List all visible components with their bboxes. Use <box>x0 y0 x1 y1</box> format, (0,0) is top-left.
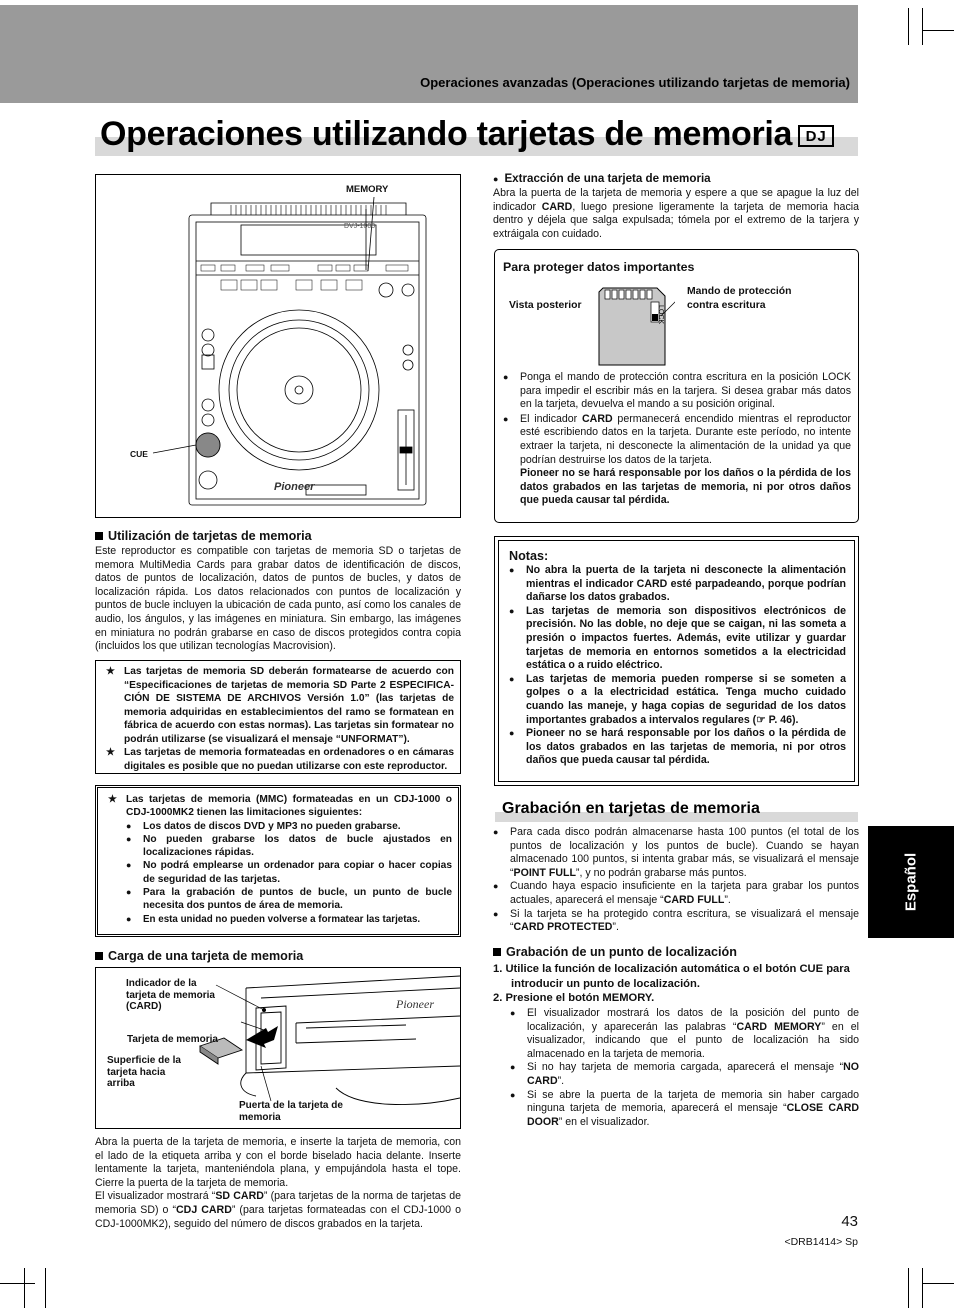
card-indicator-label: Indicador de la tarjeta de memoria (CARD) <box>126 978 215 1012</box>
list-item: ● Pioneer no se hará responsable por los daños o la pérdida de los datos grabados en las tarjetas de memoria, ni por otros daños que pueda causar tal pérdida. <box>509 727 846 768</box>
dj-badge: DJ <box>798 125 834 147</box>
page-title <box>100 115 834 154</box>
mmc-limitations-list <box>126 820 452 926</box>
notas-box <box>494 536 859 786</box>
extraccion-heading: ● Extracción de una tarjeta de memoria <box>493 172 711 185</box>
grabacion-heading: Grabación en tarjetas de memoria <box>502 800 760 817</box>
square-bullet-icon <box>95 532 103 540</box>
memory-label: MEMORY <box>346 184 389 195</box>
sd-format-list <box>100 665 454 773</box>
sd-format-box <box>95 660 461 774</box>
extraccion-section <box>493 172 859 241</box>
mmc-intro: Las tarjetas de memoria (MMC) formateadas en un CDJ-1000 o CDJ-1000MK2 tienen las limitaciones siguientes: <box>126 794 452 819</box>
list-item: ● Para la grabación de puntos de bucle, un punto de bucle necesita dos puntos de área de memoria. <box>126 886 452 913</box>
square-bullet-icon <box>493 948 501 956</box>
language-tab-label: Español <box>902 852 920 912</box>
svg-text:Pioneer: Pioneer <box>396 997 434 1011</box>
list-item <box>102 793 452 926</box>
crop-mark <box>908 8 909 45</box>
utilizacion-text: Este reproductor es compatible con tarjetas de memoria SD o tarjetas de memora MultiMedia Cards para grabar datos de identificación de discos, datos de puntos de localización, datos de puntos de bucles, y datos de localización rápida. Los datos relacionados con puntos de localización y puntos de bucle incluyen la ubicación de cada punto, así como los canales de audio, los ángulos, y las imágenes en miniatura. Sin embargo, las imágenes en miniatura no podrán grabarse en caso de discos protegidos contra copia (incluidos los que utilizan tecnologías Macrovision). <box>95 545 461 653</box>
step-2: 2. Presione el botón MEMORY. <box>493 992 655 1004</box>
punto-heading: Grabación de un punto de localización <box>493 945 737 959</box>
list-item: ● No pueden grabarse los datos de bucle ajustados en localizaciones rápidas. <box>126 833 452 860</box>
crop-mark <box>922 1283 954 1284</box>
list-item: ● El visualizador mostrará los datos de la posición del punto de localización, y aparecerán las palabras “CARD MEMORY” en el visualizador, indicando que el punto de localización ha sido almacenado en la tarjeta de memoria. <box>510 1007 859 1061</box>
sd-card-rear-icon <box>595 280 675 370</box>
crop-mark <box>922 1268 923 1308</box>
section-title: Operaciones avanzadas (Operaciones utilizando tarjetas de memoria) <box>420 75 850 90</box>
list-item: ● Los datos de discos DVD y MP3 no pueden grabarse. <box>126 820 452 833</box>
list-item: ● El indicador CARD permanecerá encendido mientras el reproductor esté escribiendo datos en la tarjeta. Durante este período, no intente extraer la tarjeta, ni desconecte la alimentación de la unidad ya que podrían destruirse los datos de la tarjeta. Pioneer no se hará responsable por los daños o la pérdida de los datos grabados en las tarjetas de memoria, ni por otros daños que pueda causar tal pérdida. <box>503 413 851 508</box>
proteger-heading: Para proteger datos importantes <box>503 260 695 274</box>
brand-logo: Pioneer <box>274 481 315 493</box>
document-code: <DRB1414> Sp <box>784 1236 858 1248</box>
proteger-box <box>494 249 859 523</box>
crop-mark <box>922 8 923 45</box>
list-item: ● Las tarjetas de memoria son dispositivos electrónicos de precisión. No las doble, no deje que se caigan, ni las someta a presión o impactos fuertes. Además, evite utilizar y guardar tarjetas de memoria en entornos sometidos a la electricidad estática o a ruido eléctrico. <box>509 605 846 673</box>
card-door-label: Puerta de la tarjeta de memoria <box>239 1100 343 1123</box>
list-item: ● Si no hay tarjeta de memoria cargada, aparecerá el mensaje “NO CARD”. <box>510 1061 859 1088</box>
mmc-intro-list <box>102 793 452 926</box>
lock-text: LOCK <box>657 305 664 325</box>
step-1: 1. Utilice la función de localización automática o el botón CUE para introducir un punto de localización. <box>493 963 850 990</box>
square-bullet-icon <box>95 952 103 960</box>
proteger-list <box>503 371 851 508</box>
list-item: ● En esta unidad no pueden volverse a formatear las tarjetas. <box>126 913 452 926</box>
write-protect-label: Mando de protección contra escritura <box>687 286 792 311</box>
crop-mark <box>24 1268 25 1308</box>
page-ref: ☞ P. 46 <box>756 713 793 726</box>
notas-list <box>509 564 846 768</box>
punto-list <box>510 1007 859 1129</box>
grabacion-list <box>493 826 859 935</box>
crop-mark <box>0 1283 35 1284</box>
notas-inner <box>498 540 855 782</box>
list-item: ● Las tarjetas de memoria pueden romperse si se someten a golpes o a la electricidad estática. Tenga mucho cuidado cuando las maneje, y haga copias de seguridad de los datos importantes grabados a intervalos regulares (☞ P. 46). <box>509 673 846 727</box>
list-item: ● Para cada disco podrán almacenarse hasta 100 puntos (el total de los puntos de localización y los puntos de bucle). Cuando se hayan almacenado 100 puntos, si intenta grabar más, se visualizará el mensaje “POINT FULL”, y no podrán grabarse más puntos. <box>493 826 859 880</box>
crop-mark <box>922 30 954 31</box>
list-item: ● Cuando haya espacio insuficiente en la tarjeta para grabar los puntos actuales, aparecerá el mensaje “CARD FULL”. <box>493 880 859 907</box>
mmc-box <box>95 785 461 937</box>
page-title-text: Operaciones utilizando tarjetas de memoria <box>100 115 793 153</box>
utilizacion-heading: Utilización de tarjetas de memoria <box>95 529 312 543</box>
crop-mark <box>45 1268 46 1308</box>
list-item: ● Si se abre la puerta de la tarjeta de memoria sin haber cargado ninguna tarjeta de memoria, aparecerá el mensaje “CLOSE CARD DOOR” en el visualizador. <box>510 1089 859 1130</box>
list-item: ★ Las tarjetas de memoria SD deberán formatearse de acuerdo con “Especificaciones de tarjetas de memoria SD Parte 2 ESPECIFICA-CIÓN DE SISTEMA DE ARCHIVOS Versión 1.0” (las tarjetas de memoria adquiridas en establecimientos del ramo se formatean en fábrica de acuerdo con estas normas). Las tarjetas sin formatear no podrán utilizarse (se visualizará el mensaje “UNFORMAT”). <box>100 665 454 746</box>
cue-label: CUE <box>130 449 148 459</box>
bullet-icon: ● <box>493 174 499 184</box>
notas-heading: Notas: <box>509 549 549 563</box>
page-number: 43 <box>841 1213 858 1230</box>
list-item: ● Ponga el mando de protección contra escritura en la posición LOCK para impedir el escribir más en la tarjera. Si desea grabar más datos en la tarjeta, devuelva el mando a su posición original. <box>503 371 851 412</box>
list-item: ★ Las tarjetas de memoria formateadas en ordenadores o en cámaras digitales es posible que no puedan utilizarse con este reproductor. <box>100 746 454 773</box>
extraccion-text: Abra la puerta de la tarjeta de memoria y espere a que se apague la luz del indicador CARD, luego presione ligeramente la tarjeta de memoria hacia dentro y déjela que salga expulsada; tómela por el extremo de la tarjera y extráigala con cuidado. <box>493 187 859 240</box>
rear-view-label: Vista posterior <box>509 300 582 311</box>
model-label: DVJ-1000 <box>344 223 376 230</box>
player-figure <box>95 174 461 518</box>
list-item: ● Si la tarjeta se ha protegido contra escritura, se visualizará el mensaje “CARD PROTECTED”. <box>493 908 859 935</box>
list-item: ● No abra la puerta de la tarjeta ni desconecte la alimentación mientras el indicador CARD esté parpadeando, porque podrían dañarse los datos grabados. <box>509 564 846 605</box>
carga-text: Abra la puerta de la tarjeta de memoria, e inserte la tarjeta de memoria, con el lado de la etiqueta arriba y con el borde biselado hacia delante. Inserte lentamente la tarjeta, manteniéndola plana, y empujándola hasta el tope. Cierre la puerta de la tarjeta de memoria. El visualizador mostrará “SD CARD” (para tarjetas de la norma de tarjetas de memoria SD) o “CDJ CARD” (para tarjetas formateadas con el CDJ-1000 o CDJ-1000MK2), seguido del número de discos grabados en la tarjeta. <box>95 1136 461 1230</box>
card-surface-label: Superficie de la tarjeta hacia arriba <box>107 1055 181 1089</box>
player-illustration <box>96 175 460 517</box>
crop-mark <box>908 1268 909 1308</box>
punto-steps <box>493 962 859 1006</box>
list-item: ● No podrá emplearse un ordenador para copiar o hacer copias de seguridad de las tarjetas. <box>126 859 452 886</box>
carga-heading: Carga de una tarjeta de memoria <box>95 949 303 963</box>
card-loading-figure <box>95 967 461 1129</box>
page-header <box>0 5 858 103</box>
language-tab <box>868 826 954 938</box>
memory-card-label: Tarjeta de memoria <box>127 1034 218 1045</box>
